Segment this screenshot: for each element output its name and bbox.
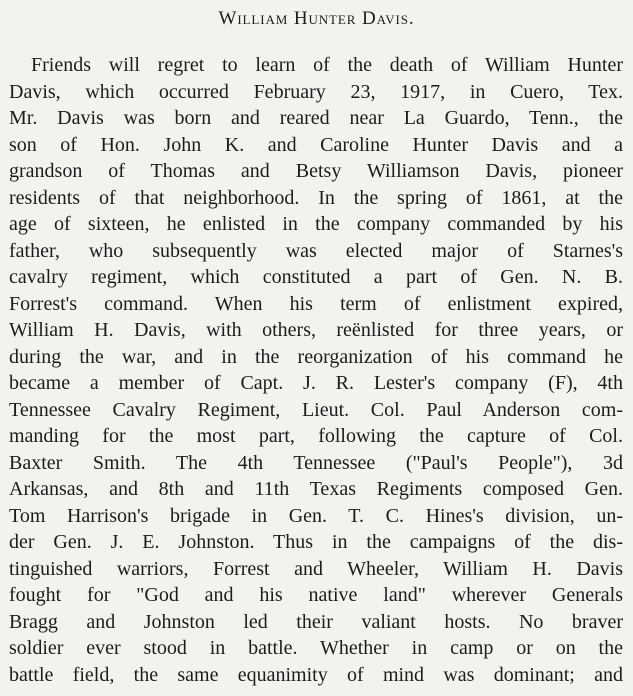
body-line: manding for the most part, following the capture of Col. <box>9 425 623 447</box>
body-line: soldier ever stood in battle. Whether in camp or on the <box>9 637 623 659</box>
body-line: Bragg and Johnston led their valiant hosts. No braver <box>9 610 623 633</box>
article-body <box>9 52 623 688</box>
body-line: grandson of Thomas and Betsy Williamson Davis, pioneer <box>9 160 623 182</box>
body-line: during the war, and in the reorganization of his command he <box>9 345 623 368</box>
body-line: Friends will regret to learn of the death of William Hunter <box>31 54 623 76</box>
body-line: age of sixteen, he enlisted in the company commanded by his <box>9 213 623 235</box>
body-line: Tom Harrison's brigade in Gen. T. C. Hines's division, un- <box>9 504 623 527</box>
body-line: son of Hon. John K. and Caroline Hunter Davis and a <box>9 133 623 156</box>
body-line: battle field, the same equanimity of mind was dominant; and <box>9 663 623 686</box>
body-line: Forrest's command. When his term of enlistment expired, <box>9 292 623 315</box>
body-line: became a member of Capt. J. R. Lester's company (F), 4th <box>9 372 623 394</box>
body-line: tinguished warriors, Forrest and Wheeler, William H. Davis <box>9 557 623 580</box>
body-line: fought for "God and his native land" wherever Generals <box>9 584 623 606</box>
body-line: Arkansas, and 8th and 11th Texas Regiments composed Gen. <box>9 478 623 500</box>
body-line: residents of that neighborhood. In the spring of 1861, at the <box>9 186 623 209</box>
body-line: der Gen. J. E. Johnston. Thus in the campaigns of the dis- <box>9 531 623 553</box>
body-line: father, who subsequently was elected major of Starnes's <box>9 239 623 262</box>
body-line: Davis, which occurred February 23, 1917, in Cuero, Tex. <box>9 80 623 103</box>
body-line: Baxter Smith. The 4th Tennessee ("Paul's People"), 3d <box>9 451 623 474</box>
body-line: cavalry regiment, which constituted a part of Gen. N. B. <box>9 266 623 288</box>
body-line: Mr. Davis was born and reared near La Guardo, Tenn., the <box>9 107 623 129</box>
body-line: William H. Davis, with others, reënlisted for three years, or <box>9 319 623 341</box>
article-title: William Hunter Davis. <box>218 8 415 29</box>
body-line: Tennessee Cavalry Regiment, Lieut. Col. Paul Anderson com- <box>9 398 623 421</box>
